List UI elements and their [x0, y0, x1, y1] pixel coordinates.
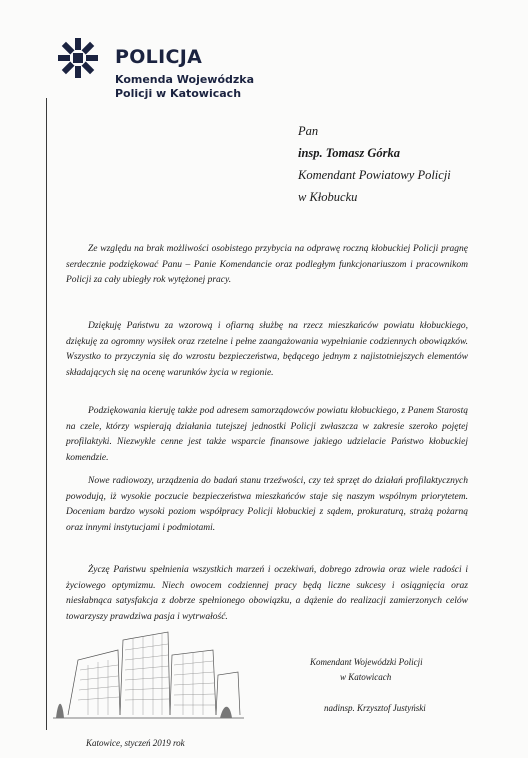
- body-paragraph: Podziękowania kieruję także pod adresem samorządowców powiatu kłobuckiego, z Panem Starostą na czele, którzy wspierają działania tutejszej jednostki Policji zwłaszcza w zakresie szeroko pojętej profilaktyki. Niezwykle cenne jest także wsparcie finansowe jakiego udzielacie Państwo kłobuckiej komendzie.: [66, 406, 468, 463]
- margin-rule: [46, 98, 47, 730]
- addressee-title: Komendant Powiatowy Policji: [298, 168, 451, 182]
- place-date: Katowice, styczeń 2019 rok: [86, 738, 185, 748]
- body-paragraph: Dziękuję Państwu za wzorową i ofiarną służbę na rzecz mieszkańców powiatu kłobuckiego, dziękuję za ogromny wysiłek oraz rzetelne i pełne zaangażowania wypełnianie codziennych obowiązków. Wszystko to przyczynia się do wzrostu bezpieczeństwa, będącego jednym z najistotniejszych elementów składających się na ocenę warunków życia w regionie.: [66, 321, 468, 378]
- building-sketch-illustration: [48, 620, 248, 722]
- body-paragraph: Ze względu na brak możliwości osobistego przybycia na odprawę roczną kłobuckiej Policji pragnę serdecznie podziękować Panu – Panie Komendancie oraz podległym funkcjonariuszom i pracownikom Policji za cały ubiegły rok wytężonej pracy.: [66, 244, 468, 286]
- addressee-salutation: Pan: [298, 124, 319, 138]
- signature-location: w Katowicach: [340, 672, 392, 682]
- brand-subtitle-line1: Komenda Wojewódzka: [115, 73, 255, 86]
- brand-title: POLICJA: [115, 46, 203, 68]
- brand-subtitle-line2: Policji w Katowicach: [115, 87, 242, 100]
- police-star-logo-icon: [56, 36, 100, 80]
- addressee-name: insp. Tomasz Górka: [298, 146, 400, 160]
- addressee-place: w Kłobucku: [298, 190, 358, 204]
- body-paragraph: Nowe radiowozy, urządzenia do badań stanu trzeźwości, czy też sprzęt do działań profilaktycznych powodują, iż wysokie poczucie bezpieczeństwa mieszkańców staje się naszym wspólnym priorytetem. Doceniam bardzo wysoki poziom współpracy Policji kłobuckiej z sądem, prokuraturą, strażą pożarną oraz innymi instytucjami i podmiotami.: [66, 476, 468, 533]
- body-paragraph: Życzę Państwu spełnienia wszystkich marzeń i oczekiwań, dobrego zdrowia oraz wiele radości i życiowego optymizmu. Niech owocem codziennej pracy będą liczne sukcesy i osiągnięcia oraz niesłabnąca satysfakcja z dobrze spełnionego obowiązku, a dążenie do realizacji zamierzonych celów towarzyszy prawdziwa pasja i wytrwałość.: [66, 565, 468, 622]
- signature-title: Komendant Wojewódzki Policji: [310, 657, 423, 667]
- signature-name: nadinsp. Krzysztof Justyński: [324, 703, 426, 713]
